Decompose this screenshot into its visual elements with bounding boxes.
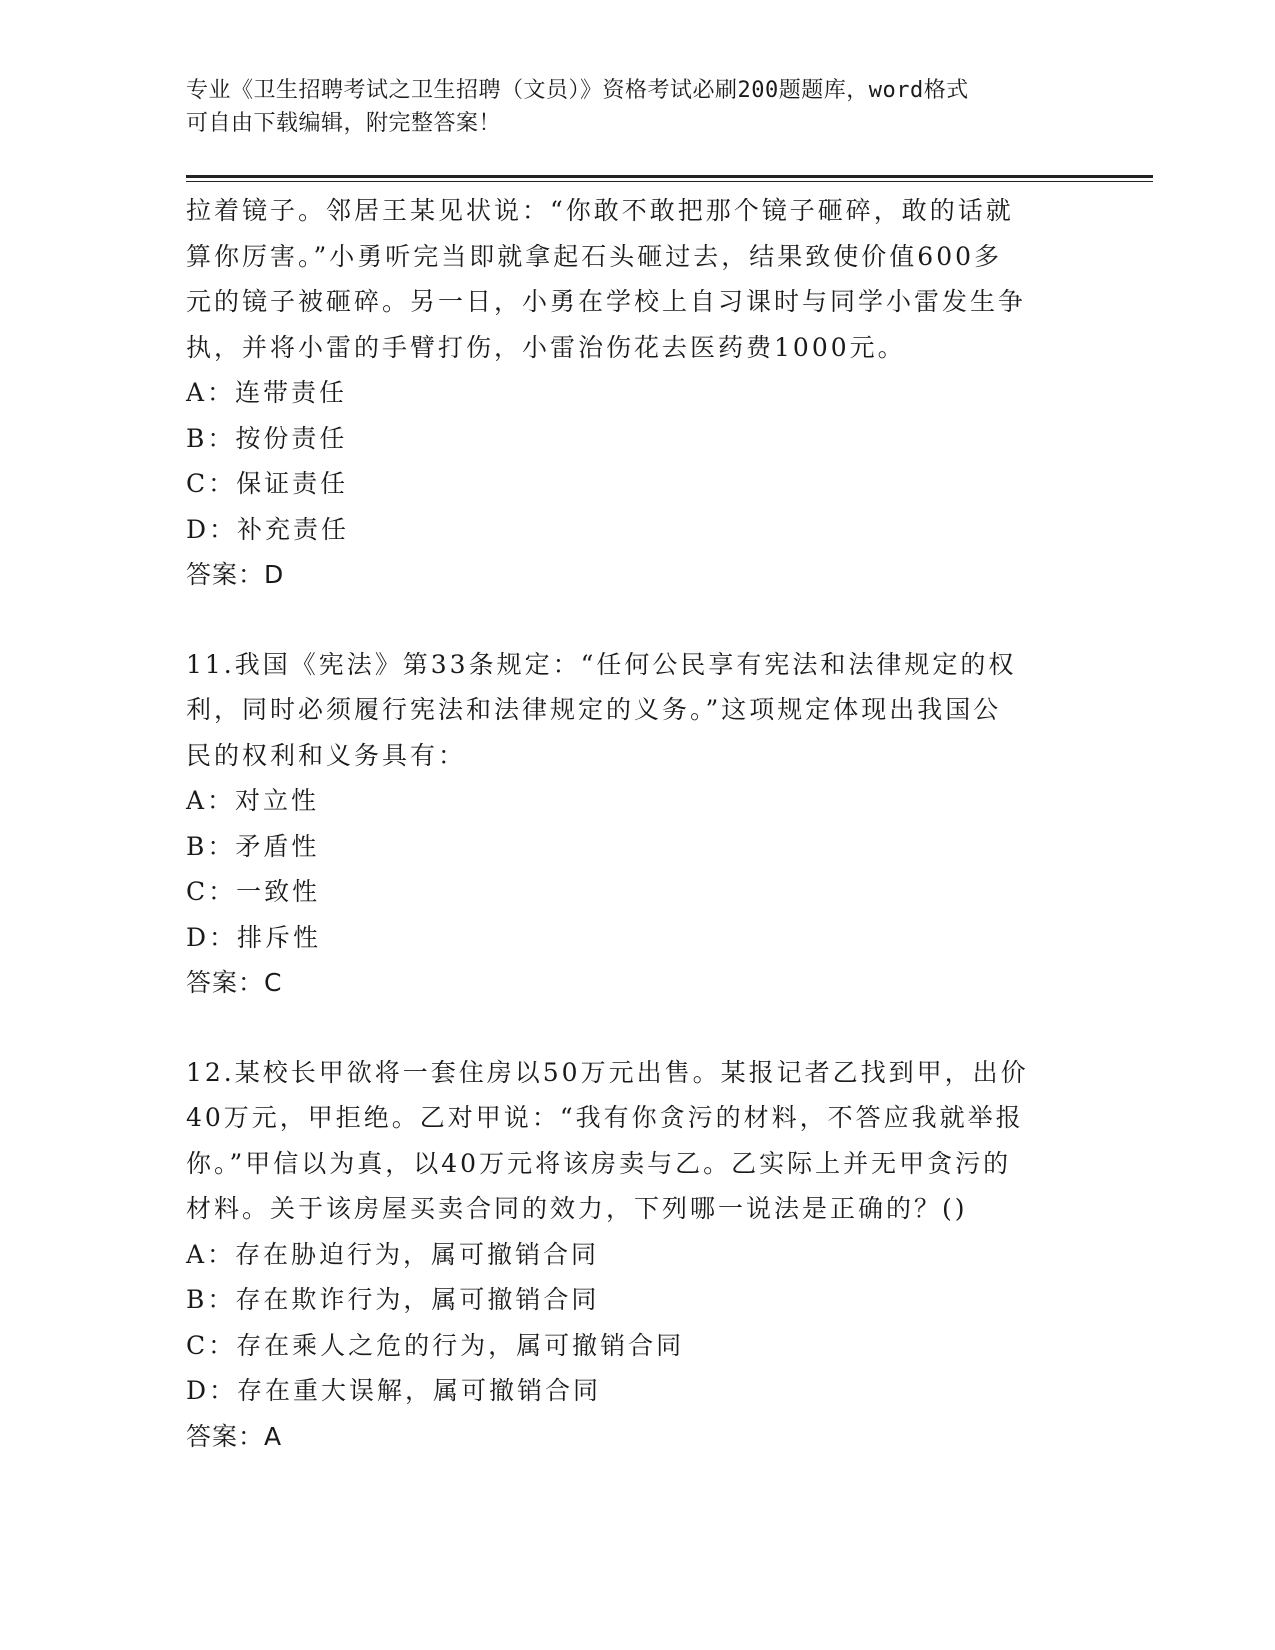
option-a: A：连带责任	[186, 378, 348, 407]
question-11	[186, 642, 1086, 1006]
question-text-line: 你。”甲信以为真，以40万元将该房卖与乙。乙实际上并无甲贪污的	[186, 1148, 1012, 1178]
option-b: B：按份责任	[186, 423, 348, 453]
question-continued	[186, 188, 1086, 598]
question-text-line: 民的权利和义务具有：	[186, 740, 467, 770]
option-c: C：存在乘人之危的行为，属可撤销合同	[186, 1330, 685, 1360]
option-d: D：排斥性	[186, 922, 322, 952]
question-text-line: 11.我国《宪法》第33条规定：“任何公民享有宪法和法律规定的权	[186, 649, 1017, 679]
question-text-line: 拉着镜子。邻居王某见状说：“你敢不敢把那个镜子砸碎，敢的话就	[186, 196, 1014, 225]
header-rule-thick	[186, 175, 1153, 178]
option-d: D：存在重大误解，属可撤销合同	[186, 1376, 602, 1405]
option-a: A：存在胁迫行为，属可撤销合同	[186, 1239, 600, 1269]
option-d: D：补充责任	[186, 514, 350, 544]
option-a: A：对立性	[186, 786, 320, 815]
question-text-line: 执，并将小雷的手臂打伤，小雷治伤花去医药费1000元。	[186, 332, 906, 362]
document-body	[186, 188, 1086, 1459]
answer-line: 答案：C	[186, 968, 283, 997]
header-rule-thin	[186, 181, 1153, 182]
page-header	[186, 74, 1066, 140]
question-12	[186, 1050, 1086, 1460]
question-text-line: 材料。关于该房屋买卖合同的效力，下列哪一说法是正确的？()	[186, 1194, 968, 1223]
option-c: C：保证责任	[186, 469, 349, 498]
question-text-line: 40万元，甲拒绝。乙对甲说：“我有你贪污的材料，不答应我就举报	[186, 1103, 1024, 1132]
spacer	[186, 1006, 1086, 1050]
header-line-2: 可自由下载编辑，附完整答案！	[186, 111, 502, 136]
question-text-line: 利，同时必须履行宪法和法律规定的义务。”这项规定体现出我国公	[186, 695, 1002, 724]
option-b: B：矛盾性	[186, 831, 320, 861]
answer-line: 答案：A	[186, 1421, 283, 1451]
header-line-1: 专业《卫生招聘考试之卫生招聘（文员）》资格考试必刷200题题库，word格式	[186, 78, 969, 103]
answer-line: 答案：D	[186, 560, 285, 589]
spacer	[186, 598, 1086, 642]
question-text-line: 算你厉害。”小勇听完当即就拿起石头砸过去，结果致使价值600多	[186, 241, 1003, 271]
option-b: B：存在欺诈行为，属可撤销合同	[186, 1285, 600, 1314]
question-text-line: 12.某校长甲欲将一套住房以50万元出售。某报记者乙找到甲，出价	[186, 1057, 1029, 1087]
question-text-line: 元的镜子被砸碎。另一日，小勇在学校上自习课时与同学小雷发生争	[186, 287, 1027, 316]
option-c: C：一致性	[186, 877, 321, 906]
